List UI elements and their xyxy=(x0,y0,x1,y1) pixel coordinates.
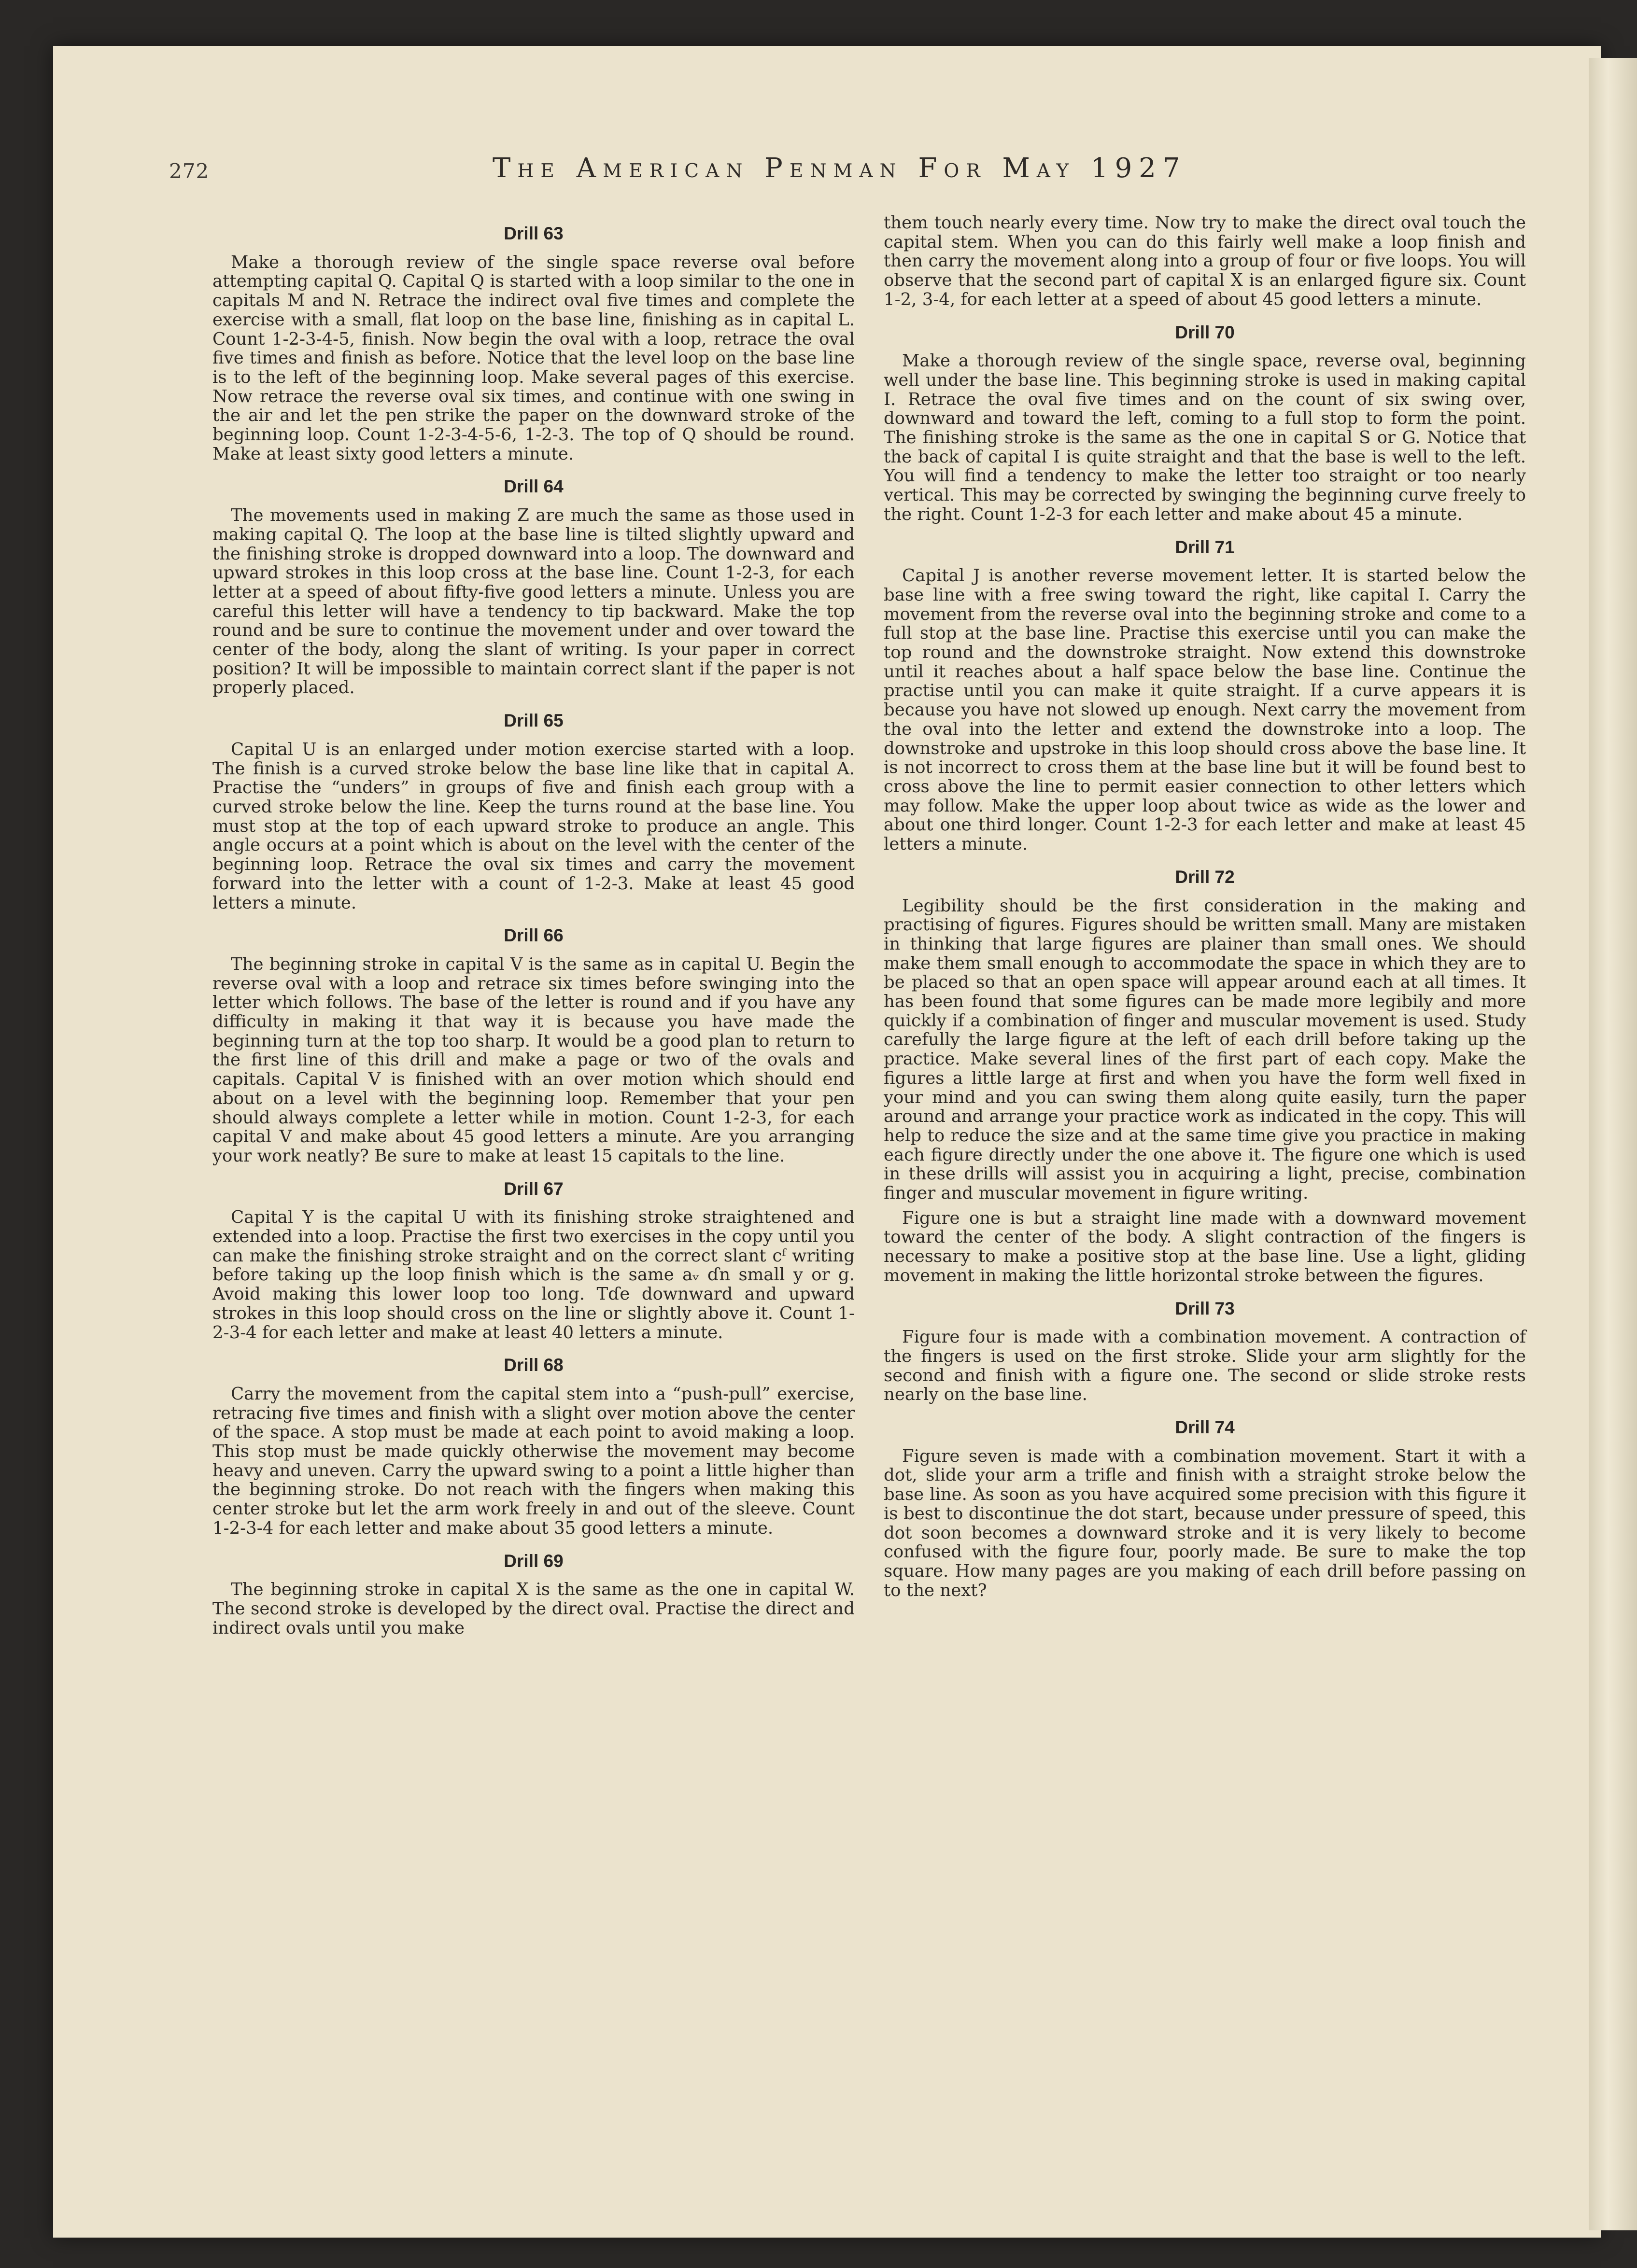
drill-heading: Drill 64 xyxy=(504,476,564,497)
body-paragraph: Legibility should be the first consideration in the making and practising of figures. Figures should be written small. Many are mistaken in thinking that large figures are plainer than small ones. We should make them small enough to accommodate the space in which they are to be placed so that an open space will appear around each at all times. It has been found that some figures can be made more legibily and more quickly if a combination of finger and muscular movement is used. Study carefully the large figure at the left of each drill before taking up the practice. Make several lines of the first part of each copy. Make the figures a little large at first and when you have the form well fixed in your mind and you can swing them along quite easily, turn the paper around and arrange your practice work as indicated in the copy. This will help to reduce the size and at the same time give you practice in making each figure directly under the one above it. The figure one which is used in these drills will assist you in acquiring a light, precise, combination finger and muscular movement in figure writing. xyxy=(884,896,1526,1204)
drill-heading: Drill 71 xyxy=(1175,537,1235,557)
drill-heading: Drill 72 xyxy=(1175,867,1235,887)
drill-heading: Drill 69 xyxy=(504,1551,564,1571)
left-column xyxy=(212,212,855,1643)
drill-heading: Drill 67 xyxy=(504,1178,564,1199)
body-paragraph: Capital Y is the capital U with its finishing stroke straightened and extended into a loop. Practise the first two exercises in the copy until you can make the finishing stroke straight and on the correct slant cᶠ writing before taking up the loop finish which is the same aᵥ ɗn small y or g. Avoid making this lower loop too long. Tɗe downward and upward strokes in this loop should cross on the line or slightly above it. Count 1-2-3-4 for each letter and make at least 40 letters a minute. xyxy=(212,1207,855,1343)
body-paragraph: Carry the movement from the capital stem into a “push-pull” exercise, retracing five times and finish with a slight over motion above the center of the space. A stop must be made at each point to avoid making a loop. This stop must be made quickly otherwise the movement may become heavy and uneven. Carry the upward swing to a point a little higher than the beginning stroke. Do not reach with the fingers when making this center stroke but let the arm work freely in and out of the sleeve. Count 1-2-3-4 for each letter and make about 35 good letters a minute. xyxy=(212,1384,855,1538)
running-title: The American Penman For May 1927 xyxy=(493,153,1187,184)
body-paragraph: The beginning stroke in capital X is the same as the one in capital W. The second stroke is developed by the direct oval. Practise the direct and indirect ovals until you make xyxy=(212,1580,855,1638)
drill-heading: Drill 65 xyxy=(504,711,564,731)
facing-page-edge xyxy=(1589,58,1637,2230)
drill-heading: Drill 63 xyxy=(504,224,564,243)
body-paragraph: Figure four is made with a combination movement. A contraction of the fingers is used on the first stroke. Slide your arm slightly for the second and finish with a figure one. The second or slide stroke rests nearly on the base line. xyxy=(884,1327,1526,1405)
drill-heading: Drill 68 xyxy=(504,1355,564,1375)
body-paragraph: Figure seven is made with a combination movement. Start it with a dot, slide your arm a trifle and finish with a straight stroke below the base line. As soon as you have acquired some precision with this figure it is best to discontinue the dot start, because under pressure of speed, this dot soon becomes a downward stroke and it is very likely to become confused with the figure four, poorly made. Be sure to make the top square. How many pages are you making of each drill before passing on to the next? xyxy=(884,1446,1526,1600)
body-paragraph: Figure one is but a straight line made with a downward movement toward the center of the body. A slight contraction of the fingers is necessary to make a positive stop at the base line. Use a light, gliding movement in making the little horizontal stroke between the figures. xyxy=(884,1208,1526,1286)
drill-heading: Drill 66 xyxy=(504,925,564,946)
page-header xyxy=(169,153,1468,191)
body-paragraph: Make a thorough review of the single space, reverse oval, beginning well under the base line. This beginning stroke is used in making capital I. Retrace the oval five times and on the count of six swing over, downward and toward the left, coming to a full stop to form the point. The finishing stroke is the same as the one in capital S or G. Notice that the back of capital I is quite straight and that the base is well to the left. You will find a tendency to make the letter too straight or too nearly vertical. This may be corrected by swinging the beginning curve freely to the right. Count 1-2-3 for each letter and make about 45 a minute. xyxy=(884,351,1526,524)
right-column xyxy=(884,213,1526,1606)
body-paragraph: The beginning stroke in capital V is the same as in capital U. Begin the reverse oval with a loop and retrace six times before swinging into the letter which follows. The base of the letter is round and if you have any difficulty in making it that way it is because you have made the beginning turn at the top too sharp. It would be a good plan to return to the first line of this drill and make a page or two of the ovals and capitals. Capital V is finished with an over motion which should end about on a level with the beginning loop. Remember that your pen should always complete a letter while in motion. Count 1-2-3, for each capital V and make about 45 good letters a minute. Are you arranging your work neatly? Be sure to make at least 15 capitals to the line. xyxy=(212,954,855,1166)
drill-heading: Drill 70 xyxy=(1175,322,1235,342)
page-number: 272 xyxy=(169,159,210,183)
body-paragraph: The movements used in making Z are much the same as those used in making capital Q. The loop at the base line is tilted slightly upward and the finishing stroke is dropped downward into a loop. The downward and upward strokes in this loop cross at the base line. Count 1-2-3, for each letter at a speed of about fifty-five good letters a minute. Unless you are careful this letter will have a tendency to tip backward. Make the top round and be sure to continue the movement under and over toward the center of the body, along the slant of writing. Is your paper in correct position? It will be impossible to maintain correct slant if the paper is not properly placed. xyxy=(212,505,855,698)
body-paragraph: Capital U is an enlarged under motion exercise started with a loop. The finish is a curved stroke below the base line like that in capital A. Practise the “unders” in groups of five and finish each group with a curved stroke below the line. Keep the turns round at the base line. You must stop at the top of each upward stroke to produce an angle. This angle occurs at a point which is about on the level with the center of the beginning loop. Retrace the oval six times and carry the movement forward into the letter with a count of 1-2-3. Make at least 45 good letters a minute. xyxy=(212,739,855,913)
drill-heading: Drill 74 xyxy=(1175,1417,1235,1438)
body-paragraph: Capital J is another reverse movement letter. It is started below the base line with a free swing toward the right, like capital I. Carry the movement from the reverse oval into the beginning stroke and come to a full stop at the base line. Practise this exercise until you can make the top round and the downstroke straight. Now extend this downstroke until it reaches about a half space below the base line. Continue the practise until you can make it quite straight. If a curve appears it is because you have not slowed up enough. Next carry the movement from the oval into the letter and extend the downstroke into a loop. The downstroke and upstroke in this loop should cross above the base line. It is not incorrect to cross them at the base line but it will be found best to cross above the line to permit easier connection to other letters which may follow. Make the upper loop about twice as wide as the lower and about one third longer. Count 1-2-3 for each letter and make at least 45 letters a minute. xyxy=(884,566,1526,854)
body-paragraph: them touch nearly every time. Now try to make the direct oval touch the capital stem. When you can do this fairly well make a loop finish and then carry the movement along into a group of four or five loops. You will observe that the second part of capital X is an enlarged figure six. Count 1-2, 3-4, for each letter at a speed of about 45 good letters a minute. xyxy=(884,213,1526,309)
drill-heading: Drill 73 xyxy=(1175,1298,1235,1318)
body-paragraph: Make a thorough review of the single space reverse oval before attempting capital Q. Capital Q is started with a loop similar to the one in capitals M and N. Retrace the indirect oval five times and complete the exercise with a small, flat loop on the base line, finishing as in capital L. Count 1-2-3-4-5, finish. Now begin the oval with a loop, retrace the oval five times and finish as before. Notice that the level loop on the base line is to the left of the beginning loop. Make several pages of this exercise. Now retrace the reverse oval six times, and continue with one swing in the air and let the pen strike the paper on the downward stroke of the beginning loop. Count 1-2-3-4-5-6, 1-2-3. The top of Q should be round. Make at least sixty good letters a minute. xyxy=(212,252,855,464)
